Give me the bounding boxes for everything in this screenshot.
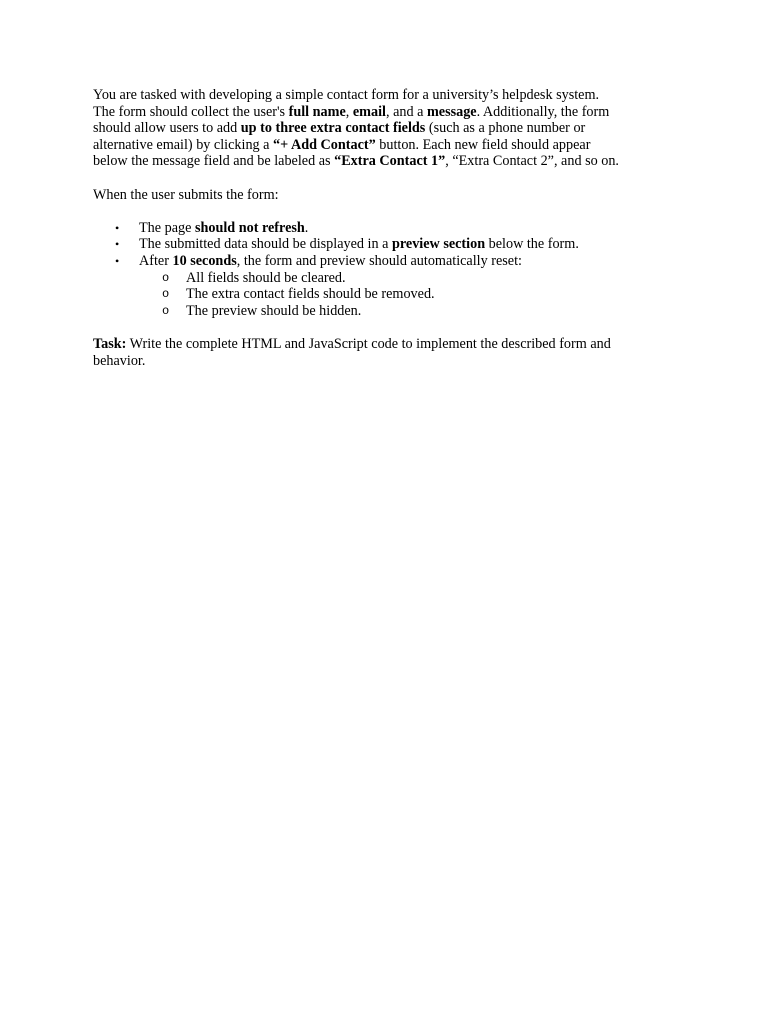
intro-line-5 [93,153,683,170]
intro-text-5a: below the message field and be labeled as [93,153,335,170]
intro-text-3c: (such as a phone number or [425,120,586,137]
intro-line-4 [93,137,683,154]
intro-text-2e: , and a [385,103,427,120]
task-paragraph [93,336,683,369]
intro-text-3a: should allow users to add [93,120,241,137]
bullet-icon: • [115,253,120,268]
add-contact-term: “+ Add Contact” [273,136,376,153]
extra-fields-term: up to three extra contact fields [240,120,426,137]
preview-section-term: preview section [391,236,486,253]
no-refresh-term: should not refresh [194,219,305,236]
intro-text-4c: button. Each new field should appear [375,136,591,153]
email-term: email [352,103,386,120]
intro-line-2 [93,104,683,121]
bullet-icon: • [115,237,120,252]
bullet-3-text-c: , the form and preview should automatically reset: [236,252,522,269]
bullet-icon: • [115,220,120,235]
circle-bullet-icon: o [162,287,170,302]
task-label: Task: [93,335,127,352]
reset-sublist [139,270,683,320]
circle-bullet-icon: o [162,270,170,285]
full-name-term: full name [288,103,346,120]
task-text-1: Write the complete HTML and JavaScript code to implement the described form and [126,335,611,352]
list-item [93,236,683,253]
intro-text-2g: . Additionally, the form [476,103,610,120]
intro-text-5c: , “Extra Contact 2”, and so on. [445,153,619,170]
intro-text-4a: alternative email) by clicking a [93,136,274,153]
intro-text-2a: The form should collect the user's [93,103,289,120]
list-item [139,270,683,287]
sub-bullet-2-text: The extra contact fields should be removed. [186,286,435,303]
bullet-2-text-c: below the form. [485,236,579,253]
extra-contact-1-term: “Extra Contact 1” [334,153,446,170]
intro-line-1 [93,87,683,104]
list-item [139,303,683,320]
bullet-1-text-a: The page [139,219,195,236]
task-line-1 [93,336,683,353]
intro-text-2c: , [345,103,353,120]
list-item [93,253,683,319]
intro-line-3 [93,120,683,137]
submit-intro: When the user submits the form: [93,186,279,203]
bullet-3-text-a: After [139,252,173,269]
task-text-2: behavior. [93,352,146,369]
requirements-list [93,220,683,320]
ten-seconds-term: 10 seconds [172,252,237,269]
list-item [139,286,683,303]
bullet-1-text-c: . [304,219,309,236]
intro-paragraph [93,87,683,170]
task-line-2 [93,353,683,370]
sub-bullet-1-text: All fields should be cleared. [186,269,346,286]
message-term: message [426,103,477,120]
list-item [93,220,683,237]
bullet-2-text-a: The submitted data should be displayed in a [139,236,392,253]
circle-bullet-icon: o [162,303,170,318]
document-page [93,87,683,386]
intro-text-1: You are tasked with developing a simple contact form for a university’s helpdesk system. [93,87,600,103]
sub-bullet-3-text: The preview should be hidden. [186,302,362,319]
